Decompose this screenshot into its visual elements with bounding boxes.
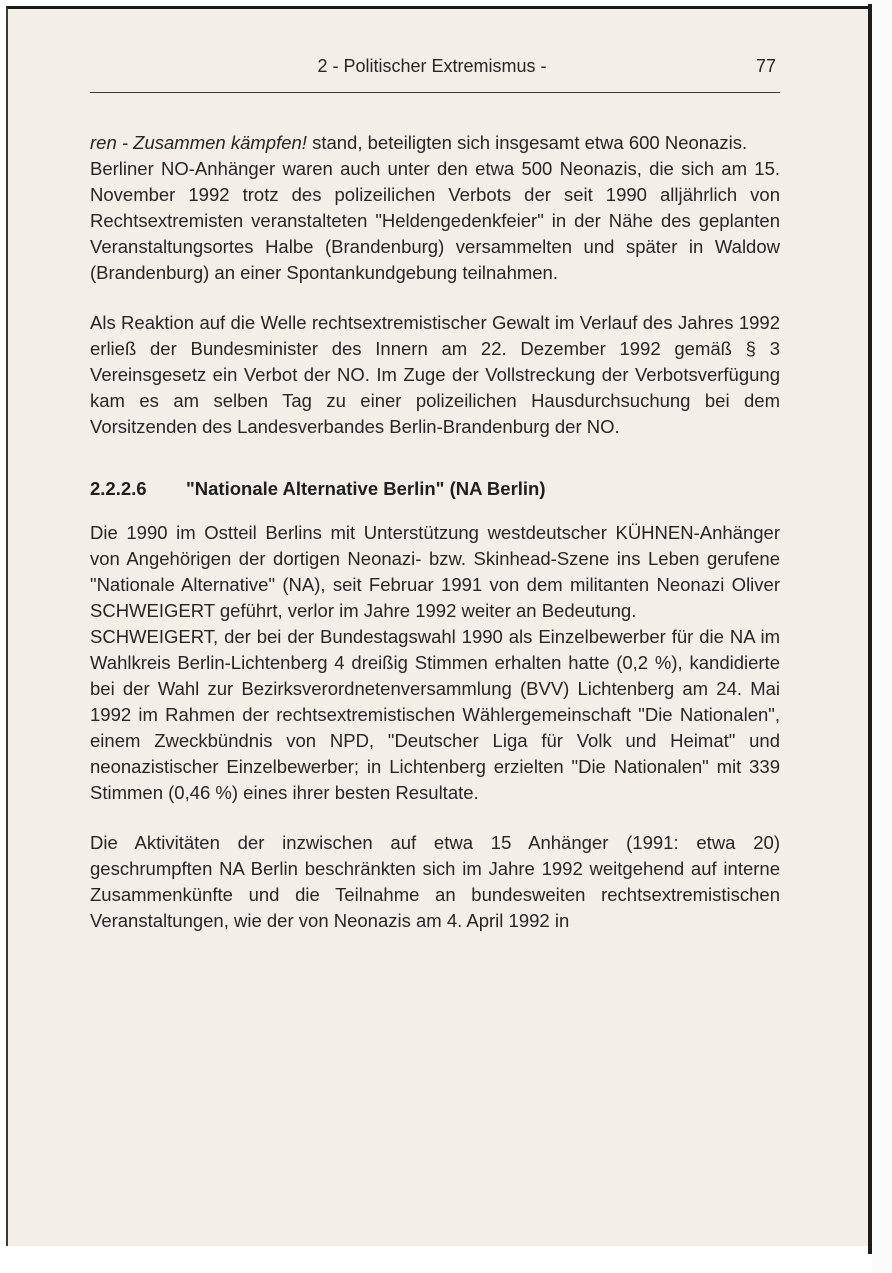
scan-margin [872, 0, 892, 1273]
paragraph-1 [90, 130, 780, 156]
header-rule [90, 92, 780, 93]
paragraph-2: Berliner NO-Anhänger waren auch unter den etwa 500 Neonazis, die sich am 15. November 1992 trotz des polizeilichen Verbots der seit 1990 alljährlich von Rechtsextremisten veranstalteten "Heldengedenkfeier" in der Nähe des geplanten Veranstaltungsortes Halbe (Brandenburg) versammelten und später in Waldow (Brandenburg) an einer Spontankundgebung teilnahmen. [90, 158, 780, 283]
running-header [84, 48, 780, 88]
running-title: 2 - Politischer Extremismus - [317, 56, 547, 76]
section-title: "Nationale Alternative Berlin" (NA Berlin) [186, 478, 546, 499]
paragraph-3: Als Reaktion auf die Welle rechtsextremistischer Gewalt im Verlauf des Jahres 1992 erließ der Bundesminister des Innern am 22. Dezember 1992 gemäß § 3 Vereinsgesetz ein Verbot der NO. Im Zuge der Vollstreckung der Verbotsverfügung kam es am selben Tag zu einer polizeilichen Hausdurchsuchung bei dem Vorsitzenden des Landesverbandes Berlin-Brandenburg der NO. [90, 312, 780, 437]
paragraph-1-text: stand, beteiligten sich insgesamt etwa 600 Neonazis. [306, 132, 748, 153]
section-number: 2.2.2.6 [90, 478, 147, 499]
page-body [90, 130, 780, 934]
paragraph-4: Die 1990 im Ostteil Berlins mit Unterstützung westdeutscher KÜHNEN-Anhänger von Angehörigen der dortigen Neonazi- bzw. Skinhead-Szene ins Leben gerufene "Nationale Alternative" (NA), seit Februar 1991 von dem militanten Neonazi Oliver SCHWEIGERT geführt, verlor im Jahre 1992 weiter an Bedeutung. [90, 522, 780, 621]
page-number: 77 [755, 56, 776, 76]
section-heading [90, 476, 780, 502]
italic-quote: ren - Zusammen kämpfen! [90, 132, 307, 153]
page-edge [868, 4, 872, 1254]
paragraph-5: SCHWEIGERT, der bei der Bundestagswahl 1990 als Einzelbewerber für die NA im Wahlkreis Berlin-Lichtenberg 4 dreißig Stimmen erhalten hatte (0,2 %), kandidierte bei der Wahl zur Bezirksverordnetenversammlung (BVV) Lichtenberg am 24. Mai 1992 im Rahmen der rechtsextremistischen Wählergemeinschaft "Die Nationalen", einem Zweckbündnis von NPD, "Deutscher Liga für Volk und Heimat" und neonazistischer Einzelbewerber; in Lichtenberg erzielten "Die Nationalen" mit 339 Stimmen (0,46 %) eines ihrer besten Resultate. [90, 626, 780, 803]
paragraph-6: Die Aktivitäten der inzwischen auf etwa 15 Anhänger (1991: etwa 20) geschrumpften NA Berlin beschränkten sich im Jahre 1992 weitgehend auf interne Zusammenkünfte und die Teilnahme an bundesweiten rechtsextremistischen Veranstaltungen, wie der von Neonazis am 4. April 1992 in [90, 832, 780, 931]
